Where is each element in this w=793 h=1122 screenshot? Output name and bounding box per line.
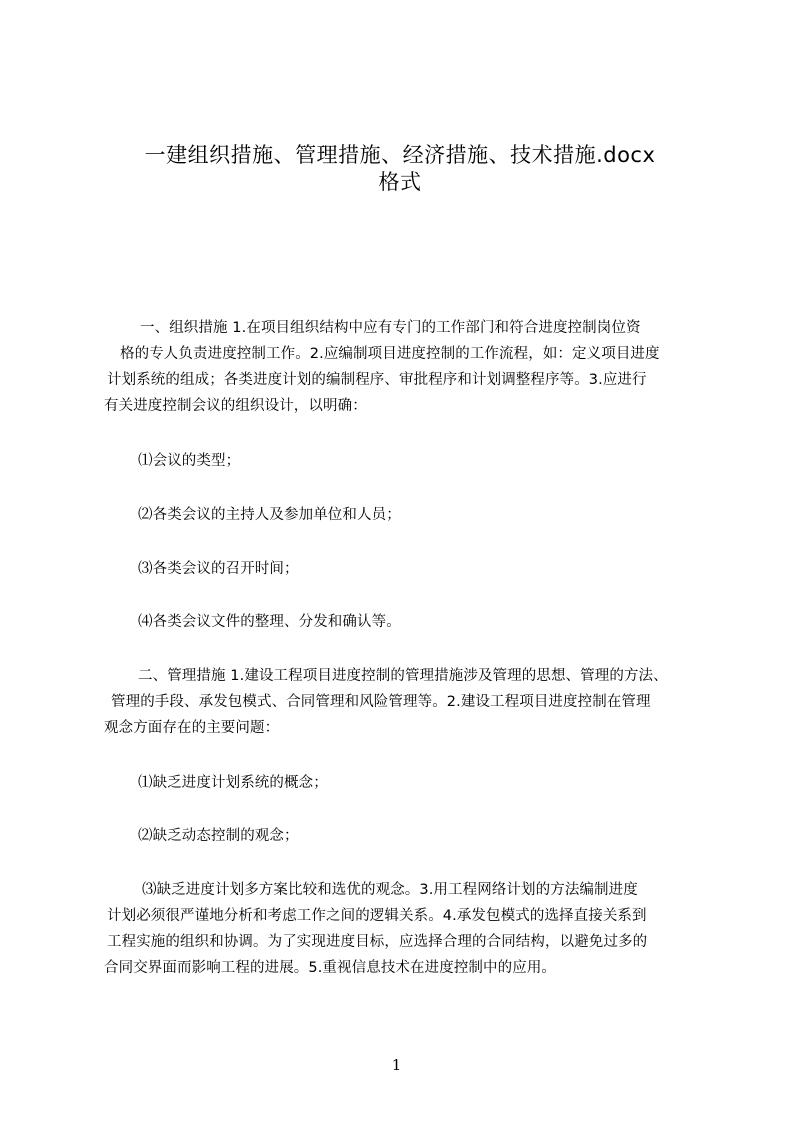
section1-line-1: 一、组织措施 1.在项目组织结构中应有专门的工作部门和符合进度控制岗位资 — [140, 320, 641, 336]
section2-line-3: 观念方面存在的主要问题： — [104, 720, 280, 736]
page-number: 1 — [391, 1056, 402, 1074]
section2-final-line-2: 计划必须很严谨地分析和考虑工作之间的逻辑关系。4.承发包模式的选择直接关系到 — [107, 908, 647, 924]
section2-item-2: ⑵缺乏动态控制的观念； — [138, 828, 299, 844]
section2-final-line-3: 工程实施的组织和协调。为了实现进度目标，应选择合理的合同结构，以避免过多的 — [107, 934, 648, 950]
section1-line-2: 格的专人负责进度控制工作。2.应编制项目进度控制的工作流程，如：定义项目进度 — [120, 346, 660, 362]
section2-final-line-1: ⑶缺乏进度计划多方案比较和选优的观念。3.用工程网络计划的方法编制进度 — [142, 882, 638, 898]
section1-item-2: ⑵各类会议的主持人及参加单位和人员； — [138, 507, 401, 523]
section1-item-1: ⑴会议的类型； — [138, 453, 241, 469]
section2-line-2: 管理的手段、承发包模式、合同管理和风险管理等。2.建设工程项目进度控制在管理 — [111, 694, 651, 710]
section1-line-4: 有关进度控制会议的组织设计，以明确： — [104, 398, 367, 414]
section2-final-line-4: 合同交界面而影响工程的进展。5.重视信息技术在进度控制中的应用。 — [104, 960, 557, 976]
section1-item-3: ⑶各类会议的召开时间； — [138, 561, 299, 577]
section1-line-3: 计划系统的组成；各类进度计划的编制程序、审批程序和计划调整程序等。3.应进行 — [107, 372, 647, 388]
section1-item-4: ⑷各类会议文件的整理、分发和确认等。 — [138, 614, 401, 630]
title-line-2: 格式 — [378, 170, 422, 194]
section2-item-1: ⑴缺乏进度计划系统的概念； — [138, 775, 328, 791]
section2-line-1: 二、管理措施 1.建设工程项目进度控制的管理措施涉及管理的思想、管理的方法、 — [138, 668, 668, 684]
title-line-1: 一建组织措施、管理措施、经济措施、技术措施.docx — [144, 143, 656, 167]
document-title — [100, 142, 700, 196]
